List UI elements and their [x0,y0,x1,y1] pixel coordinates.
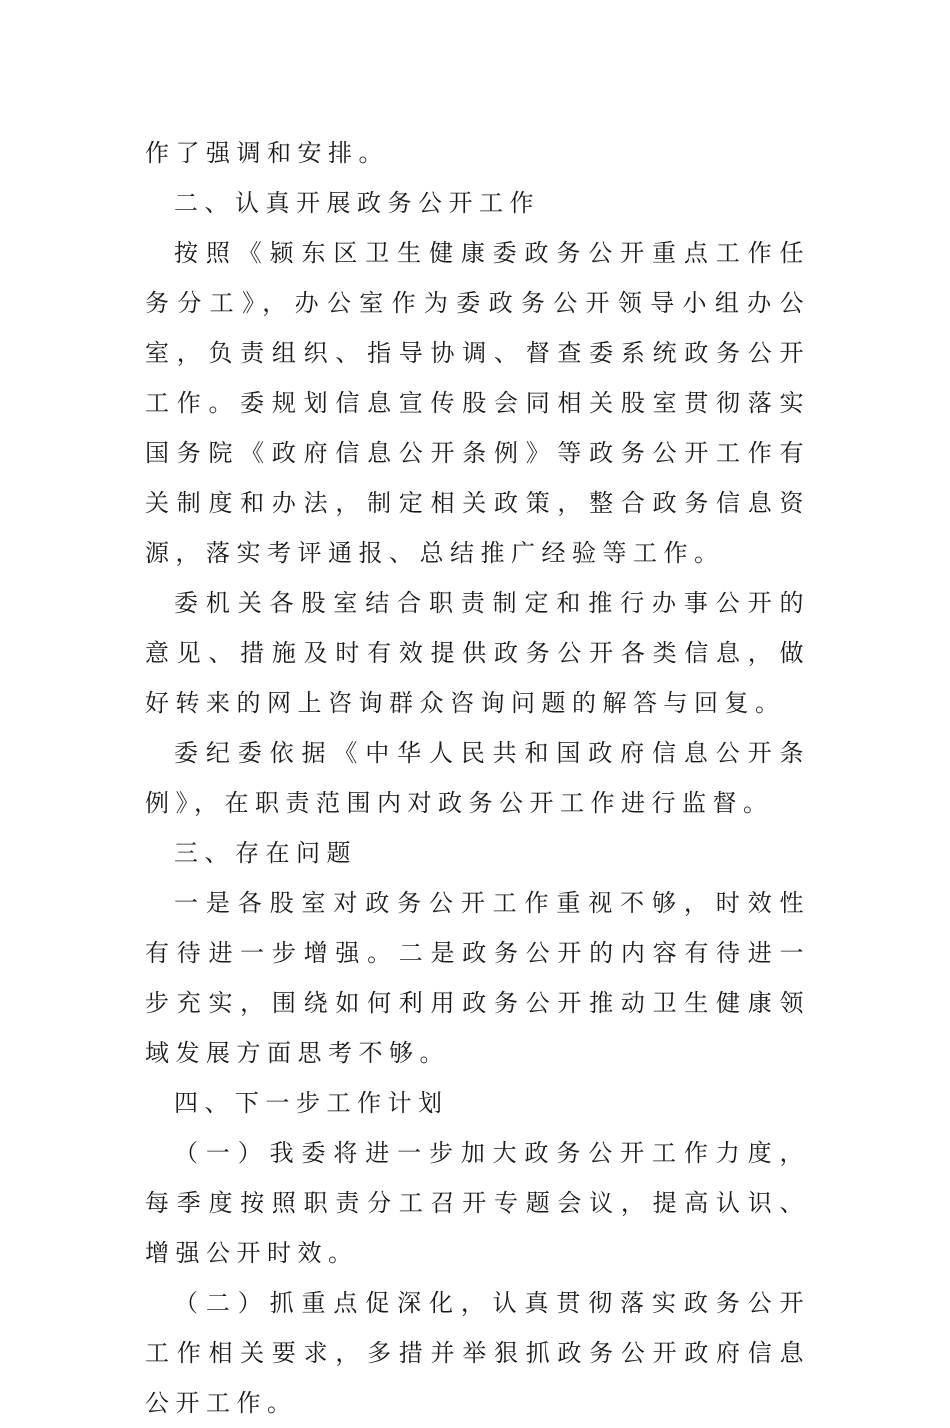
paragraph-department-duties: 委机关各股室结合职责制定和推行办事公开的意见、措施及时有效提供政务公开各类信息，做好转来的网上咨询群众咨询问题的解答与回复。 [145,589,810,717]
paragraph-plan-2: （二）抓重点促深化，认真贯彻落实政务公开工作相关要求，多措并举狠抓政务公开政府信息公开工作。 [145,1289,810,1417]
section-heading-2: 二、认真开展政务公开工作 [174,189,540,217]
paragraph-supervision: 委纪委依据《中华人民共和国政府信息公开条例》，在职责范围内对政务公开工作进行监督。 [145,739,810,817]
paragraph-problems: 一是各股室对政务公开工作重视不够，时效性有待进一步增强。二是政务公开的内容有待进一步充实，围绕如何利用政务公开推动卫生健康领域发展方面思考不够。 [145,889,810,1067]
section-heading-3: 三、存在问题 [174,839,357,867]
paragraph-task-division: 按照《颍东区卫生健康委政务公开重点工作任务分工》，办公室作为委政务公开领导小组办公室，负责组织、指导协调、督查委系统政务公开工作。委规划信息宣传股会同相关股室贯彻落实国务院《政府信息公开条例》等政务公开工作有关制度和办法，制定相关政策，整合政务信息资源，落实考评通报、总结推广经验等工作。 [145,239,810,567]
document-body [145,128,810,1428]
section-heading-4: 四、下一步工作计划 [174,1089,449,1117]
paragraph-plan-1: （一）我委将进一步加大政务公开工作力度，每季度按照职责分工召开专题会议，提高认识、增强公开时效。 [145,1139,810,1267]
paragraph-continuation: 作了强调和安排。 [145,139,389,167]
